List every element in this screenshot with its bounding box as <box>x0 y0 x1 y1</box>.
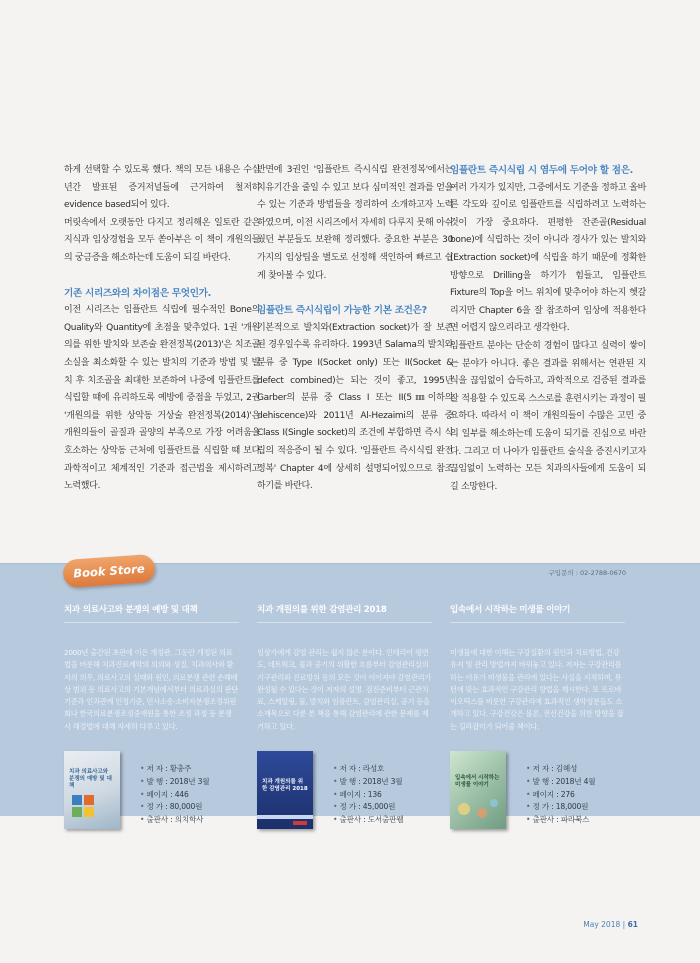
book-published: • 발 행 : 2018년 3월 <box>333 776 403 789</box>
article-column-3 <box>450 162 646 496</box>
book-author: • 저 자 : 김혜성 <box>526 763 595 776</box>
book-price: • 정 가 : 18,000원 <box>526 801 595 814</box>
book-cover-title: 치과 의료사고와 분쟁의 예방 및 대책 <box>69 769 112 789</box>
book-specs <box>333 763 403 827</box>
book-price: • 정 가 : 45,000원 <box>333 801 403 814</box>
book-title: 치과 개원의를 위한 감염관리 2018 <box>257 603 432 623</box>
book-specs <box>526 763 595 827</box>
body-paragraph: 하게 선택할 수 있도록 했다. 책의 모든 내용은 수십 년간 발표된 증거저널들에 근거하여 철저히 evidence based되어 있다. <box>64 165 260 211</box>
bookstore-badge: Book Store <box>62 554 156 588</box>
book-author: • 저 자 : 황충주 <box>140 763 209 776</box>
article-column-1 <box>64 162 260 496</box>
page-footer <box>583 920 638 929</box>
book-cover-title: 치과 개원의를 위한 감염관리 2018 <box>262 779 308 792</box>
body-paragraph: 머릿속에서 오랫동안 다지고 정리해온 일토란 같은 지식과 임상경험을 모두 쏟아부은 이 책이 개원의들의 궁금증을 해소하는데 도움이 되길 바란다. <box>64 217 260 263</box>
page-number: 61 <box>627 920 638 929</box>
body-paragraph: 반면에 3권인 '임플란트 즉시식립 완전정복'에서는 치유기간을 줄일 수 있고 보다 심미적인 결과를 얻을 수 있는 기준과 방법들을 정리하여 소개하고자 노력하였으며, 이전 시리즈에서 자세히 다루지 못해 아쉬웠던 부분들도 보완해 정리했다. 중요한 부분은 30가지의 임상팁을 별도로 선정해 색인하여 빠르고 쉽게 찾아볼 수 있다. <box>257 165 453 281</box>
book-description: 미생물에 대한 이해는 구강질환의 원인과 치료방법, 건강 유지 및 관리 방법까지 바꿔놓고 있다. 저자는 구강관리를 하는 이유가 미생물을 관리에 있다는 사실을 지적하며, 뮤턴에 맞는 효과적인 구강관리 방법을 제시한다. 또 프로바이오틱스를 비롯한 구강관리에 효과적인 생약성분들도 소개하고 있다. 구강건강은 물론, 전신건강을 위한 방향을 잡는 길라잡이가 되어줄 책이다. <box>450 648 624 731</box>
book-description: 2000년 출간된 초판에 이은 개정판. 그동안 개정된 의료법을 비롯해 치과진료계약의 의의와 성질, 치과의사와 환자의 의무, 의료사고의 실태와 원인, 의료분쟁 관련 손해배상 범위 등 의료사고의 기본개념에서부터 의료과실의 판단 기준과 인과관계 인정기준, 민사소송·소비자분쟁조정위원회나 한국의료분쟁조정중재원을 통한 조정 과정 등 분쟁 시 해결법에 대해 자세히 다루고 있다. <box>64 648 239 731</box>
paragraph-gap <box>64 268 260 285</box>
book-card <box>257 603 432 825</box>
book-published: • 발 행 : 2018년 3월 <box>140 776 209 789</box>
book-title: 치과 의료사고와 분쟁의 예방 및 대책 <box>64 603 239 623</box>
issue-label: May 2018 <box>583 920 621 929</box>
body-paragraph: 임플란트 분야는 단순히 경험이 많다고 실력이 쌓이는 분야가 아니다. 좋은 결과를 위해서는 연관된 지식을 끊임없이 습득하고, 과학적으로 검증된 결과를 잘 적용할 수 있도록 스스로를 훈련시키는 과정이 필요하다. 따라서 이 책이 개원의들이 수많은 고민 중의 일부를 해소하는데 도움이 되기를 진심으로 바란다. 그리고 더 나아가 임플란트 술식을 증진시키고자 끊임없이 노력하는 모든 치과의사들에게 도움이 되길 소망한다. <box>450 340 646 492</box>
book-author: • 저 자 : 라성호 <box>333 763 403 776</box>
book-specs <box>140 763 209 827</box>
body-paragraph: 여러 가지가 있지만, 그중에서도 기준을 정하고 올바른 각도와 깊이로 임플란트를 식립하려고 노력하는 것이 가장 중요하다. 편평한 잔존골(Residual bone)에 식립하는 것이 아니라 경사가 있는 발치와(Extraction socket)에 식립을 하기 때문에 정확한 방향으로 Drilling을 하기가 힘들고, 임플란트 Fixture의 Top을 어느 위치에 맞추어야 하는지 헷갈리지만 Chapter 6을 잘 참조하여 임상에 적용한다면 어렵지 않으리라고 생각한다. <box>450 182 646 334</box>
purchase-contact: 구입문의 : 02-2788-0670 <box>548 569 626 577</box>
book-description: 임상가에게 감염 관리는 쉽지 않은 분야다. 인테리어 평면도, 네트워크, 물과 공기의 위활한 흐름부터 감염관리실의 기구관리와 진료방위 등의 모든 것이 이어져야 감염관리가 완성될 수 있다는 것이 저자의 설명. 검진준비부터 근관치료, 스케일링, 물, 발치와 임플란트, 감염관리실, 공기 등을 소재목으로 다룬 본 책을 통해 감염관리에 관한 문제를 제거하고 있다. <box>257 648 432 731</box>
footer-separator: | <box>622 920 626 929</box>
book-cover <box>64 751 120 829</box>
book-publisher: • 출판사 : 의치학사 <box>140 814 209 827</box>
book-publisher: • 출판사 : 도서출판웰 <box>333 814 403 827</box>
section-heading: 임플란트 즉시식립 시 염두에 두어야 할 점은. <box>450 165 634 176</box>
book-cover <box>450 751 506 829</box>
book-cover <box>257 751 313 829</box>
article-column-2 <box>257 162 453 496</box>
body-paragraph: 이전 시리즈는 임플란트 식립에 필수적인 Bone의 Quality와 Quantity에 초점을 맞추었다. 1권 '개원의를 위한 발치와 보존술 완전정복(2013)'은 치조골 소실을 최소화할 수 있는 발치의 기준과 방법 및 발치 후 치조골을 최대한 보존하여 나중에 임플란트를 식립할 때에 유리하도록 예방에 중점을 두었고, 2권 '개원의를 위한 상악동 거상술 완전정복(2014)'은 개원의들이 골질과 골양의 부족으로 가장 어려움을 호소하는 상악동 근처에 임플란트를 식립할 때 보다 과학적이고 체계적인 기준과 접근법을 제시하려고 노력했다. <box>64 305 260 492</box>
cover-stripe-icon <box>257 751 313 829</box>
book-pages: • 페이지 : 446 <box>140 789 209 802</box>
body-paragraph: 기본적으로 발치와(Extraction socket)가 잘 보존된 경우일수록 유리하다. 1993년 Salama의 발치와 분류 중 Type I(Socket only) 또는 II(Socket & defect combined)는 되는 것이 좋고, 1995년 Garber의 분류 중 Class I 또는 II(5㎜이하의 dehiscence)와 2011년 Al-Hezaimi의 분류 중 Class I(Single socket)의 조건에 부합하면 즉시 식립의 적응증이 될 수 있다. '임플란트 즉시식립 완전정복' Chapter 4에 상세히 설명되어있으므로 참조하기를 바란다. <box>257 322 453 492</box>
cover-microbe-icon <box>450 751 506 829</box>
book-publisher: • 출판사 : 파라북스 <box>526 814 595 827</box>
book-published: • 발 행 : 2018년 4월 <box>526 776 595 789</box>
book-card <box>450 603 625 825</box>
book-pages: • 페이지 : 276 <box>526 789 595 802</box>
section-heading: 기존 시리즈와의 차이점은 무엇인가. <box>64 287 211 299</box>
book-cover-title: 입속에서 시작하는 미생물 이야기 <box>455 775 500 788</box>
cover-pattern-icon <box>64 751 120 829</box>
book-pages: • 페이지 : 136 <box>333 789 403 802</box>
book-card <box>64 603 239 825</box>
paragraph-gap <box>257 285 453 302</box>
book-title: 입속에서 시작하는 미생물 이야기 <box>450 603 625 623</box>
section-heading: 임플란트 즉시식립이 가능한 기본 조건은? <box>257 305 427 317</box>
book-price: • 정 가 : 80,000원 <box>140 801 209 814</box>
